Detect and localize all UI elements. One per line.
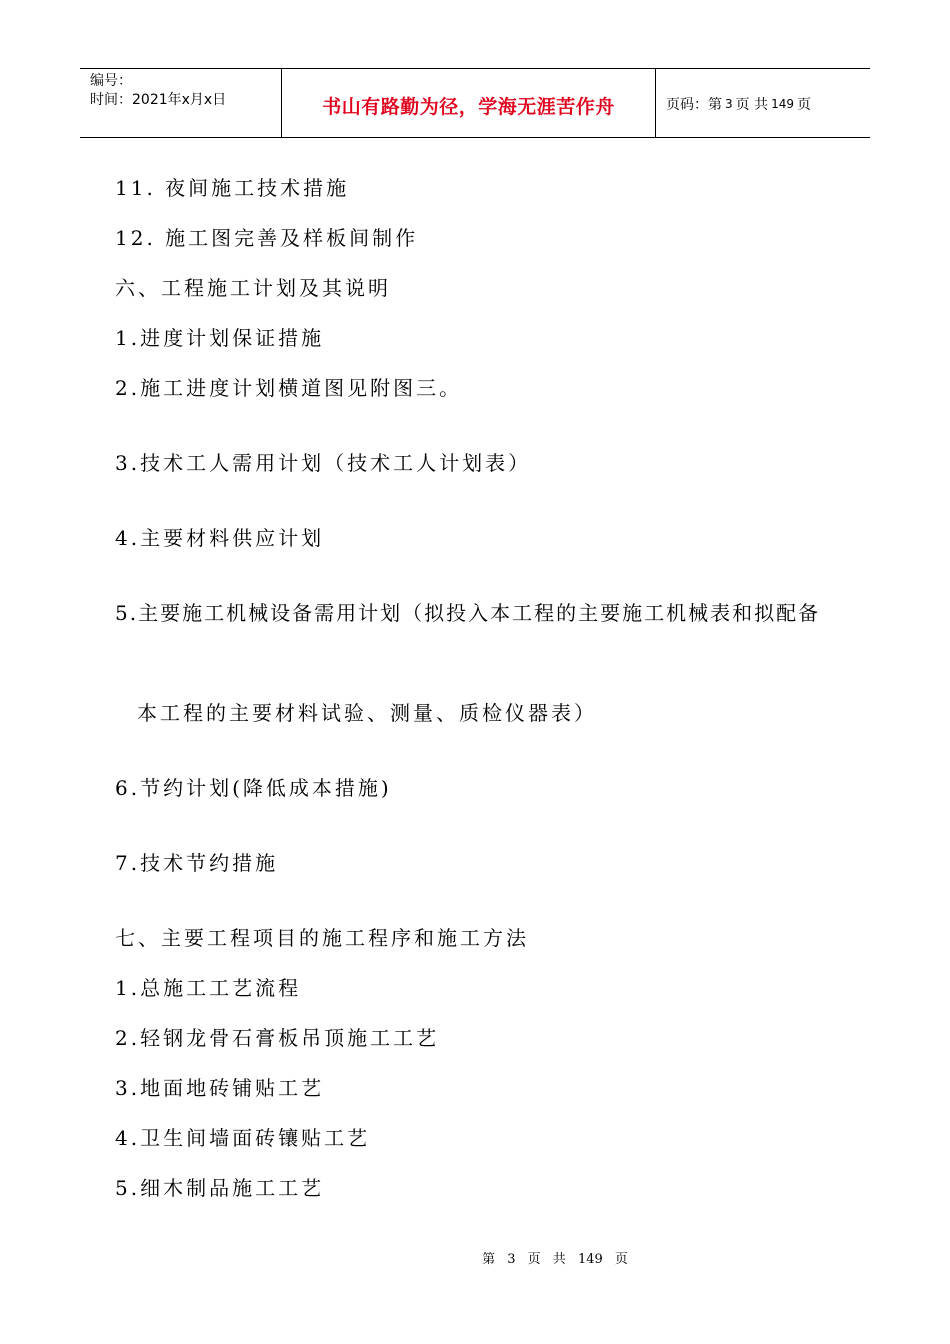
body-line: 5.细木制品施工工艺 bbox=[115, 1176, 325, 1200]
footer-ye: 页 bbox=[527, 1252, 541, 1267]
body-line: 6.节约计划(降低成本措施) bbox=[115, 776, 392, 800]
body-line: 5.主要施工机械设备需用计划（拟投入本工程的主要施工机械表和拟配备 bbox=[115, 601, 821, 625]
page-total: 149 bbox=[771, 97, 794, 111]
footer-gong: 共 bbox=[552, 1252, 566, 1267]
body-line: 1.进度计划保证措施 bbox=[115, 326, 325, 350]
body-line: 7.技术节约措施 bbox=[115, 851, 279, 875]
body-line: 3.地面地砖铺贴工艺 bbox=[115, 1076, 325, 1100]
body-line: 3.技术工人需用计划（技术工人计划表） bbox=[115, 451, 532, 475]
body-line: 4.卫生间墙面砖镶贴工艺 bbox=[115, 1126, 371, 1150]
footer-current: 3 bbox=[507, 1252, 516, 1267]
body-line: 2.轻钢龙骨石膏板吊顶施工工艺 bbox=[115, 1026, 440, 1050]
page-mid: 页 共 bbox=[735, 97, 769, 113]
body-line: 2.施工进度计划横道图见附图三。 bbox=[115, 376, 463, 400]
body-line: 11. 夜间施工技术措施 bbox=[115, 176, 350, 200]
page-suffix: 页 bbox=[797, 97, 811, 113]
footer-ye2: 页 bbox=[614, 1252, 628, 1267]
header-page-info bbox=[656, 69, 870, 137]
number-label: 编号： bbox=[90, 73, 132, 89]
page-footer bbox=[0, 1248, 950, 1267]
section-heading: 七、主要工程项目的施工程序和施工方法 bbox=[115, 926, 529, 950]
body-line: 1.总施工工艺流程 bbox=[115, 976, 302, 1000]
section-heading: 六、工程施工计划及其说明 bbox=[115, 276, 391, 300]
footer-total: 149 bbox=[577, 1252, 603, 1267]
page-prefix: 页码：第 bbox=[666, 97, 722, 113]
time-label: 时间：2021年x月x日 bbox=[90, 92, 227, 108]
header-left-cell bbox=[80, 69, 282, 137]
body-line-continuation: 本工程的主要材料试验、测量、质检仪器表） bbox=[137, 701, 597, 725]
body-line: 12. 施工图完善及样板间制作 bbox=[115, 226, 419, 250]
page-current: 3 bbox=[725, 97, 733, 111]
header-table bbox=[80, 68, 870, 138]
footer-di: 第 bbox=[482, 1252, 496, 1267]
motto: 书山有路勤为径，学海无涯苦作舟 bbox=[282, 69, 656, 137]
body-line: 4.主要材料供应计划 bbox=[115, 526, 325, 550]
